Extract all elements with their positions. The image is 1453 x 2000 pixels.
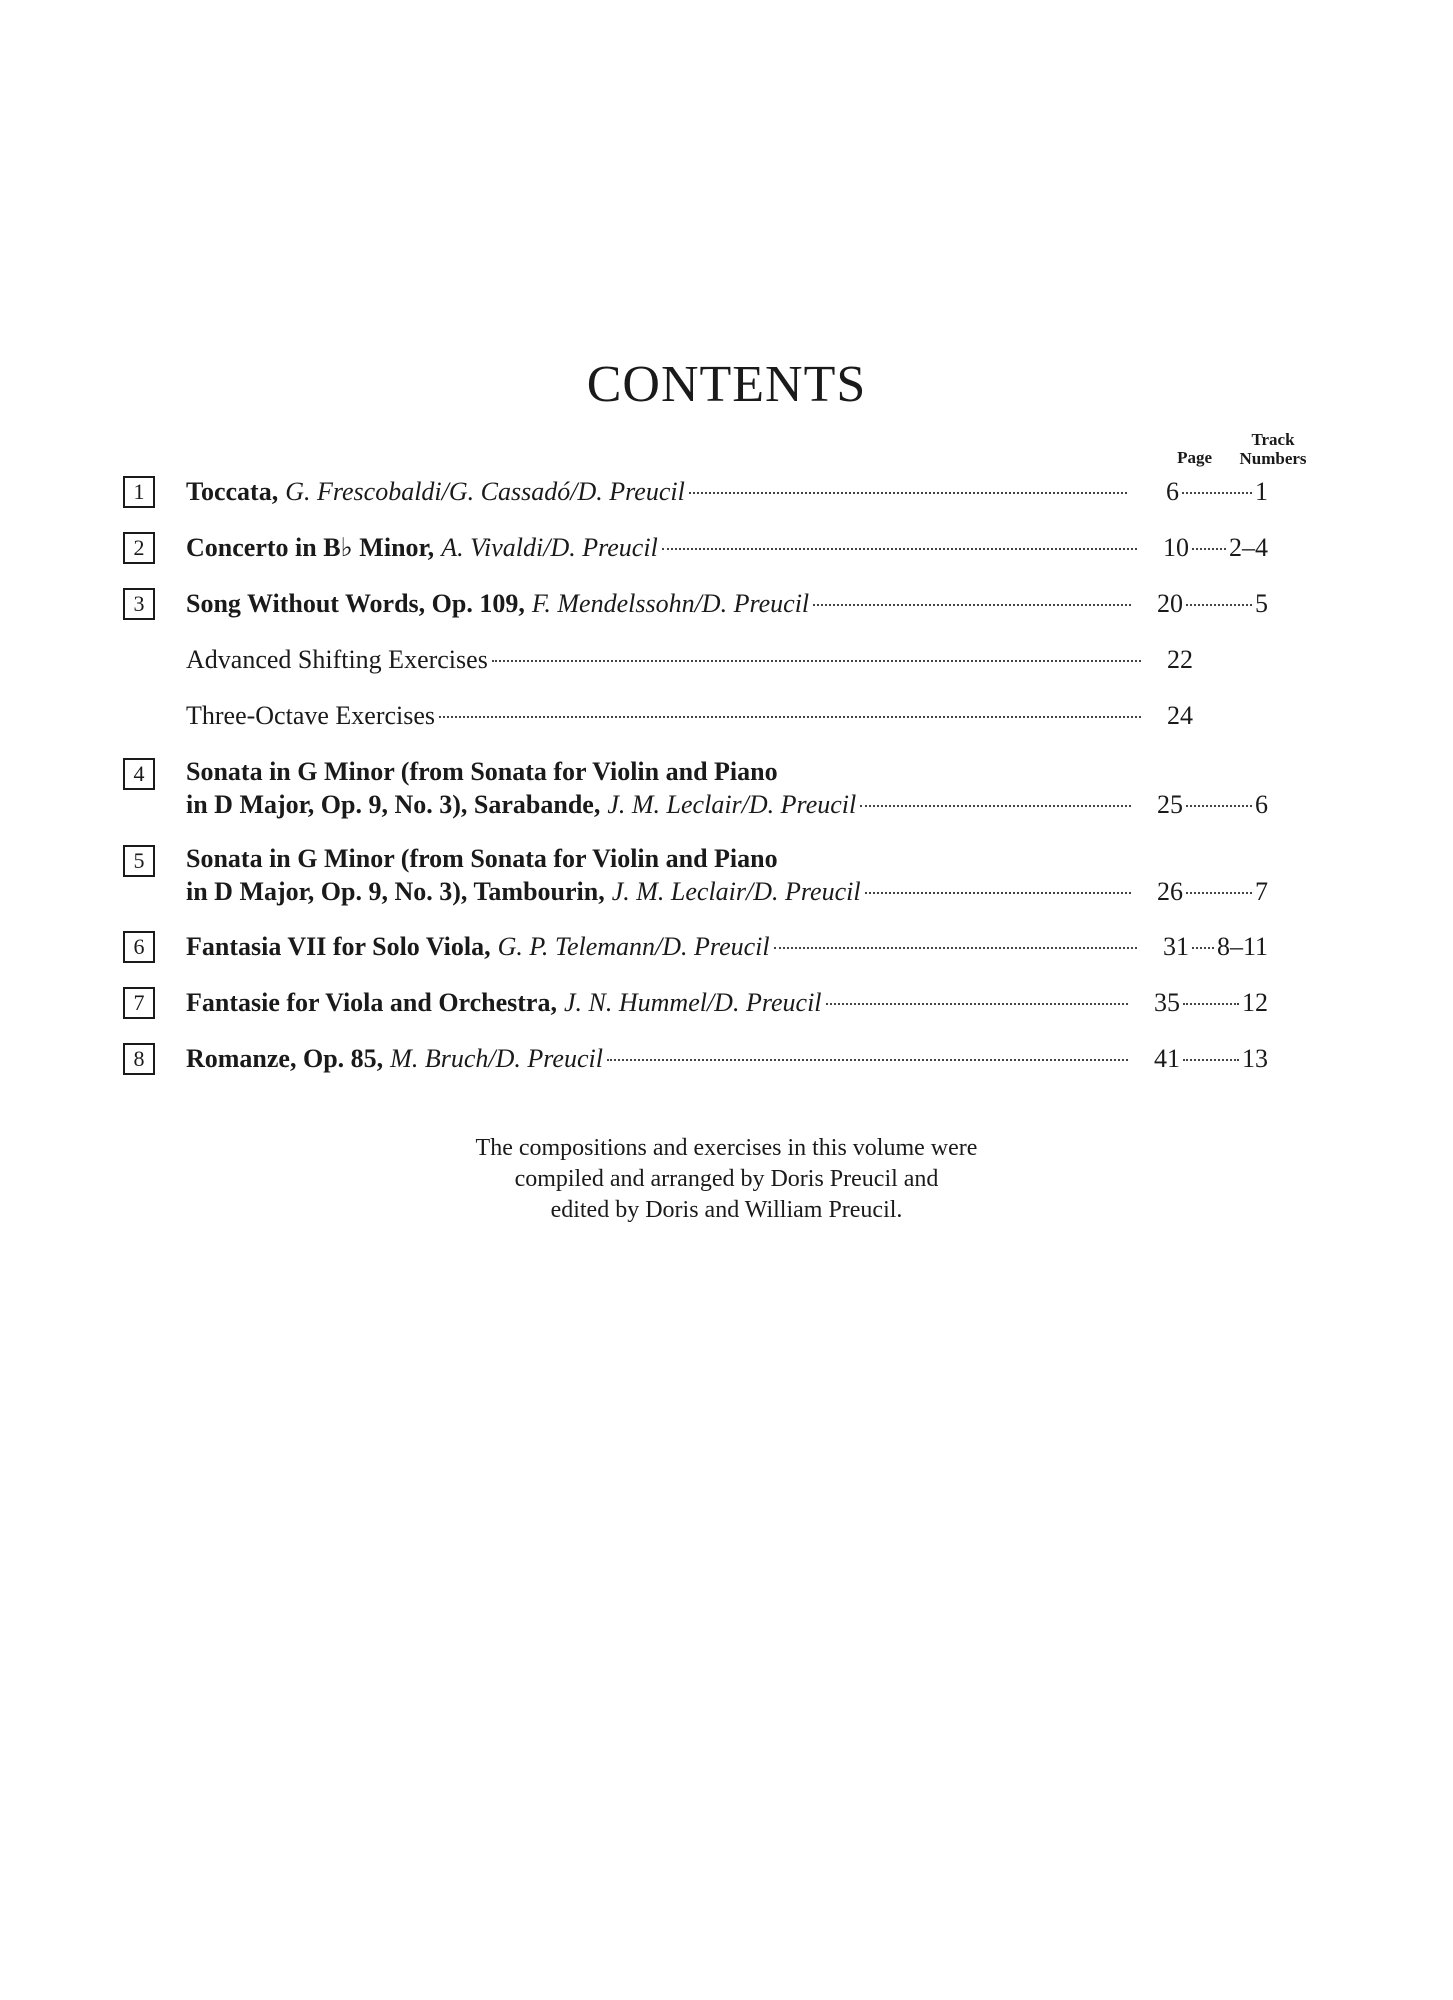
entry-track-number: 5: [1255, 589, 1268, 618]
entry-page-number: 25: [1157, 790, 1183, 819]
credits-line: The compositions and exercises in this volume were: [475, 1135, 978, 1161]
track-box: 6: [123, 931, 155, 963]
entry-track-number: 2–4: [1229, 533, 1268, 562]
entry-title: Romanze, Op. 85,: [186, 1044, 384, 1073]
entry-title: in D Major, Op. 9, No. 3), Sarabande,: [186, 790, 601, 819]
page-title: CONTENTS: [586, 356, 867, 413]
entry-page-number: 22: [1167, 645, 1193, 674]
dot-leader: [1192, 947, 1214, 949]
entry-page-number: 24: [1167, 701, 1193, 730]
dot-leader: [689, 492, 1127, 494]
entry-composer: M. Bruch/D. Preucil: [390, 1044, 603, 1073]
entry-composer: F. Mendelssohn/D. Preucil: [531, 589, 810, 618]
entry-title: in D Major, Op. 9, No. 3), Tambourin,: [186, 877, 605, 906]
credits-line: edited by Doris and William Preucil.: [550, 1197, 903, 1223]
entry-page-number: 41: [1154, 1044, 1180, 1073]
entry-title: Fantasia VII for Solo Viola,: [186, 932, 491, 961]
track-box: 5: [123, 845, 155, 877]
entry-title: Concerto in B♭ Minor,: [186, 533, 435, 562]
track-box: 1: [123, 476, 155, 508]
dot-leader: [813, 604, 1131, 606]
entry-page-number: 20: [1157, 589, 1183, 618]
dot-leader: [1186, 892, 1252, 894]
track-numbers-column-header: [1230, 430, 1316, 468]
dot-leader: [865, 892, 1131, 894]
entry-track-number: 7: [1255, 877, 1268, 906]
entry-page-number: 6: [1166, 477, 1179, 506]
dot-leader: [860, 805, 1131, 807]
entry-composer: A. Vivaldi/D. Preucil: [441, 533, 658, 562]
dot-leader: [439, 716, 1141, 718]
track-box: 3: [123, 588, 155, 620]
dot-leader: [1192, 548, 1226, 550]
entry-composer: G. Frescobaldi/G. Cassadó/D. Preucil: [285, 477, 685, 506]
entry-composer: J. M. Leclair/D. Preucil: [607, 790, 857, 819]
track-box: 8: [123, 1043, 155, 1075]
dot-leader: [492, 660, 1141, 662]
entry-track-number: 13: [1242, 1044, 1268, 1073]
dot-leader: [1183, 1059, 1239, 1061]
track-header-line2: Numbers: [1239, 449, 1307, 468]
track-box: 4: [123, 758, 155, 790]
entry-composer: G. P. Telemann/D. Preucil: [497, 932, 770, 961]
dot-leader: [607, 1059, 1128, 1061]
entry-title: Three-Octave Exercises: [186, 701, 436, 730]
credits-note: [0, 1133, 1453, 1226]
dot-leader: [1186, 805, 1252, 807]
entry-track-number: 8–11: [1216, 932, 1268, 961]
entry-title: Song Without Words, Op. 109,: [186, 589, 525, 618]
dot-leader: [826, 1003, 1128, 1005]
entry-track-number: 6: [1255, 790, 1268, 819]
page-column-header: Page: [1177, 448, 1212, 467]
track-header-line1: Track: [1251, 430, 1295, 449]
dot-leader: [1186, 604, 1252, 606]
entry-title: Advanced Shifting Exercises: [186, 645, 488, 674]
entry-page-number: 10: [1163, 533, 1189, 562]
entry-page-number: 26: [1157, 877, 1183, 906]
entry-title: Toccata,: [186, 477, 279, 506]
entry-track-number: 1: [1255, 477, 1268, 506]
credits-line: compiled and arranged by Doris Preucil and: [514, 1166, 939, 1192]
dot-leader: [1183, 1003, 1239, 1005]
entry-page-number: 35: [1154, 988, 1180, 1017]
entry-title: Fantasie for Viola and Orchestra,: [186, 988, 557, 1017]
entry-title-line1: Sonata in G Minor (from Sonata for Violin and Piano: [186, 757, 778, 786]
dot-leader: [662, 548, 1137, 550]
dot-leader: [1182, 492, 1252, 494]
entry-page-number: 31: [1162, 932, 1189, 961]
track-box: 2: [123, 532, 155, 564]
entry-composer: J. M. Leclair/D. Preucil: [611, 877, 861, 906]
dot-leader: [774, 947, 1137, 949]
entry-title-line1: Sonata in G Minor (from Sonata for Violin and Piano: [186, 844, 778, 873]
track-box: 7: [123, 987, 155, 1019]
entry-composer: J. N. Hummel/D. Preucil: [563, 988, 822, 1017]
entry-track-number: 12: [1242, 988, 1268, 1017]
